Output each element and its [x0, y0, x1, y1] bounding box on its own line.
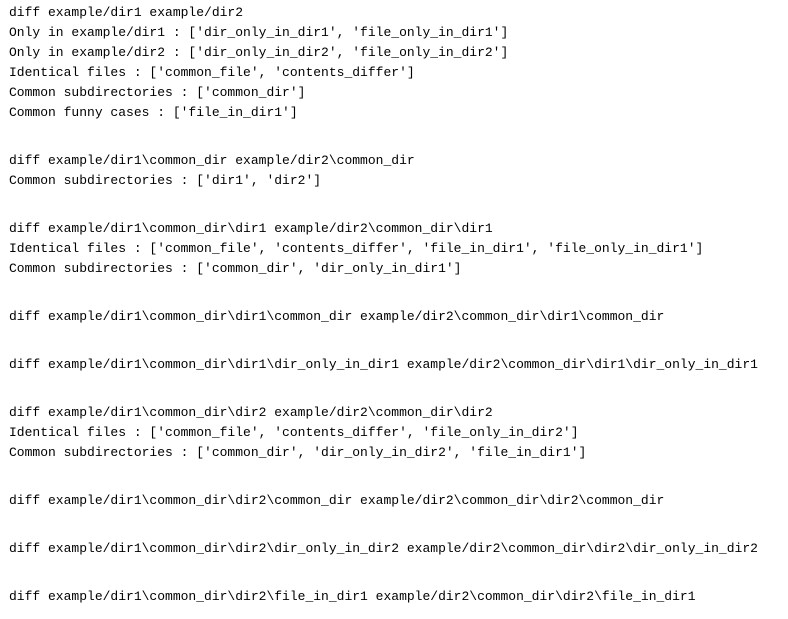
- console-line: Identical files : ['common_file', 'contents_differ']: [9, 65, 415, 80]
- diff-block-common-dir-dir2: [9, 403, 788, 463]
- diff-block-root: [9, 3, 788, 123]
- diff-block-common-dir-dir1: [9, 219, 788, 279]
- diff-block-dir1-common-dir: [9, 307, 788, 327]
- console-line: Common subdirectories : ['dir1', 'dir2']: [9, 173, 322, 188]
- console-line: Common funny cases : ['file_in_dir1']: [9, 105, 298, 120]
- console-line: Common subdirectories : ['common_dir', 'dir_only_in_dir2', 'file_in_dir1']: [9, 445, 587, 460]
- console-line: diff example/dir1\common_dir example/dir2\common_dir: [9, 153, 415, 168]
- console-line: diff example/dir1\common_dir\dir2\common_dir example/dir2\common_dir\dir2\common_dir: [9, 493, 665, 508]
- console-line: diff example/dir1\common_dir\dir1\common_dir example/dir2\common_dir\dir1\common_dir: [9, 309, 665, 324]
- console-line: diff example/dir1\common_dir\dir1 example/dir2\common_dir\dir1: [9, 221, 493, 236]
- console-line: Common subdirectories : ['common_dir', 'dir_only_in_dir1']: [9, 261, 462, 276]
- console-line: Identical files : ['common_file', 'contents_differ', 'file_only_in_dir2']: [9, 425, 579, 440]
- console-line: Only in example/dir2 : ['dir_only_in_dir2', 'file_only_in_dir2']: [9, 45, 509, 60]
- console-line: Common subdirectories : ['common_dir']: [9, 85, 306, 100]
- console-line: diff example/dir1\common_dir\dir2 example/dir2\common_dir\dir2: [9, 405, 493, 420]
- diff-block-common-dir: [9, 151, 788, 191]
- diff-block-dir2-common-dir: [9, 491, 788, 511]
- console-line: diff example/dir1\common_dir\dir2\dir_only_in_dir2 example/dir2\common_dir\dir2\dir_only_in_dir2: [9, 541, 758, 556]
- console-line: diff example/dir1\common_dir\dir2\file_in_dir1 example/dir2\common_dir\dir2\file_in_dir1: [9, 589, 696, 604]
- diff-block-dir2-dir-only-in-dir2: [9, 539, 788, 559]
- console-line: Only in example/dir1 : ['dir_only_in_dir1', 'file_only_in_dir1']: [9, 25, 509, 40]
- diff-block-dir1-dir-only-in-dir1: [9, 355, 788, 375]
- console-line: diff example/dir1 example/dir2: [9, 5, 244, 20]
- console-line: Identical files : ['common_file', 'contents_differ', 'file_in_dir1', 'file_only_in_dir1']: [9, 241, 704, 256]
- console-line: diff example/dir1\common_dir\dir1\dir_only_in_dir1 example/dir2\common_dir\dir1\dir_only_in_dir1: [9, 357, 758, 372]
- diff-block-dir2-file-in-dir1: [9, 587, 788, 607]
